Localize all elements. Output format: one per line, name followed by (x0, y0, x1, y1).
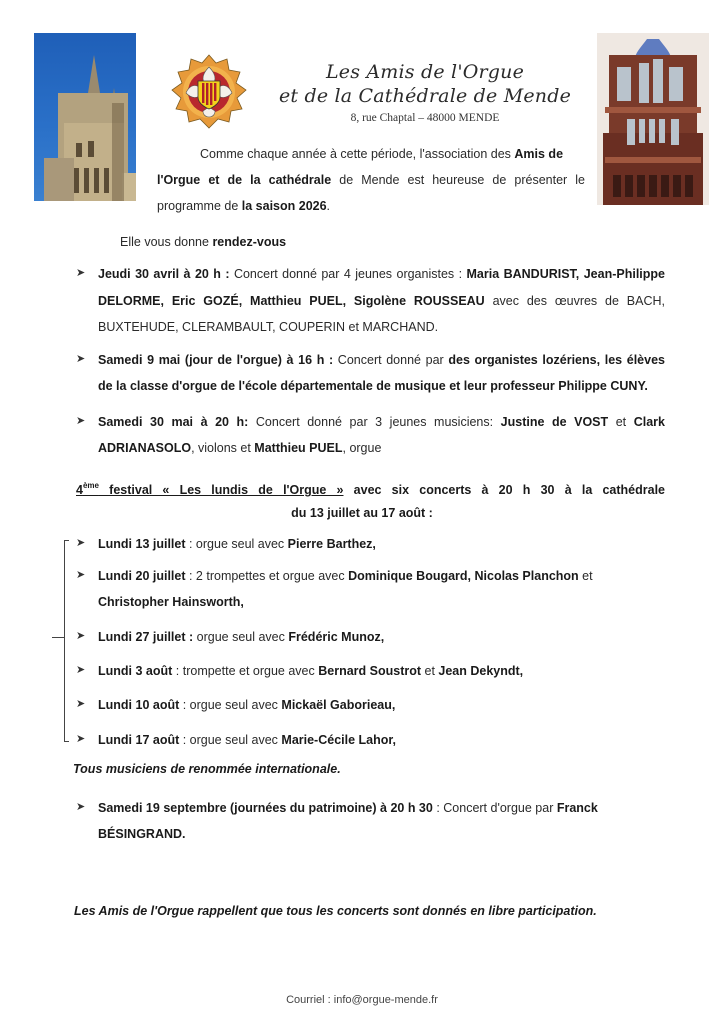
bracket-top-tick (64, 540, 69, 541)
bullet-arrow-icon: ➤ (76, 801, 86, 813)
september-event-line-1: Samedi 19 septembre (journées du patrimoine) à 20 h 30 : Concert d'orgue par Franck (98, 801, 598, 815)
cathedral-tower-photo (34, 33, 136, 201)
bullet-arrow-icon: ➤ (76, 733, 86, 745)
september-event-line-2: BÉSINGRAND. (98, 827, 186, 841)
association-title-line2: et de la Cathédrale de Mende (278, 85, 572, 107)
bullet-arrow-icon: ➤ (76, 664, 86, 676)
event-1-line-3: BUXTEHUDE, CLERAMBAULT, COUPERIN et MARCHAND. (98, 320, 439, 334)
festival-concert-2: Lundi 20 juillet : 2 trompettes et orgue avec Dominique Bougard, Nicolas Planchon et (98, 569, 593, 583)
festival-heading: 4ème festival « Les lundis de l'Orgue » avec six concerts à 20 h 30 à la cathédrale (76, 481, 665, 497)
event-2-line-1: Samedi 9 mai (jour de l'orgue) à 16 h : Concert donné par des organistes lozériens, les élèves (98, 353, 665, 367)
festival-concert-4: Lundi 3 août : trompette et orgue avec Bernard Soustrot et Jean Dekyndt, (98, 664, 524, 678)
festival-concert-2-line-2: Christopher Hainsworth, (98, 595, 244, 609)
association-emblem (170, 53, 248, 133)
free-participation-note: Les Amis de l'Orgue rappellent que tous les concerts sont donnés en libre participation. (74, 904, 597, 918)
bullet-arrow-icon: ➤ (76, 698, 86, 710)
pipe-organ-icon (597, 33, 709, 205)
fleur-de-lis-emblem-icon (170, 53, 248, 133)
festival-concert-5: Lundi 10 août : orgue seul avec Mickaël Gaborieau, (98, 698, 396, 712)
bracket-bottom-tick (64, 741, 69, 742)
event-1-line-2: DELORME, Eric GOZÉ, Matthieu PUEL, Sigolène ROUSSEAU avec des œuvres de BACH, (98, 294, 665, 308)
festival-note: Tous musiciens de renommée internationale. (73, 762, 341, 776)
festival-concert-6: Lundi 17 août : orgue seul avec Marie-Cécile Lahor, (98, 733, 397, 747)
bullet-arrow-icon: ➤ (76, 630, 86, 642)
intro-line-1: Comme chaque année à cette période, l'association des Amis de (200, 147, 564, 161)
contact-email: Courriel : info@orgue-mende.fr (286, 994, 438, 1006)
intro-line-2: l'Orgue et de la cathédrale de Mende est heureuse de présenter le (157, 173, 585, 187)
association-title-line1: Les Amis de l'Orgue (325, 61, 525, 83)
bullet-arrow-icon: ➤ (76, 353, 86, 365)
festival-concert-3: Lundi 27 juillet : orgue seul avec Frédéric Munoz, (98, 630, 385, 644)
event-3-line-1: Samedi 30 mai à 20 h: Concert donné par 3 jeunes musiciens: Justine de VOST et Clark (98, 415, 665, 429)
event-2-line-2: de la classe d'orgue de l'école départementale de musique et leur professeur Philippe CUNY. (98, 379, 648, 393)
event-3-line-2: ADRIANASOLO, violons et Matthieu PUEL, orgue (98, 441, 382, 455)
bullet-arrow-icon: ➤ (76, 569, 86, 581)
cathedral-tower-icon (34, 33, 136, 201)
bullet-arrow-icon: ➤ (76, 267, 86, 279)
bracket-mid-tick (52, 637, 64, 638)
intro-line-3: programme de la saison 2026. (157, 199, 331, 213)
organ-photo (597, 33, 709, 205)
rendezvous-line: Elle vous donne rendez-vous (120, 235, 287, 249)
bullet-arrow-icon: ➤ (76, 415, 86, 427)
association-address: 8, rue Chaptal – 48000 MENDE (350, 112, 500, 124)
bullet-arrow-icon: ➤ (76, 537, 86, 549)
festival-title: 4ème festival « Les lundis de l'Orgue » (76, 481, 344, 497)
festival-bracket (64, 540, 65, 742)
festival-concert-1: Lundi 13 juillet : orgue seul avec Pierre Barthez, (98, 537, 376, 551)
festival-dates: du 13 juillet au 17 août : (291, 506, 433, 520)
event-1-line-1: Jeudi 30 avril à 20 h : Concert donné par 4 jeunes organistes : Maria BANDURIST, Jean-Philippe (98, 267, 665, 281)
